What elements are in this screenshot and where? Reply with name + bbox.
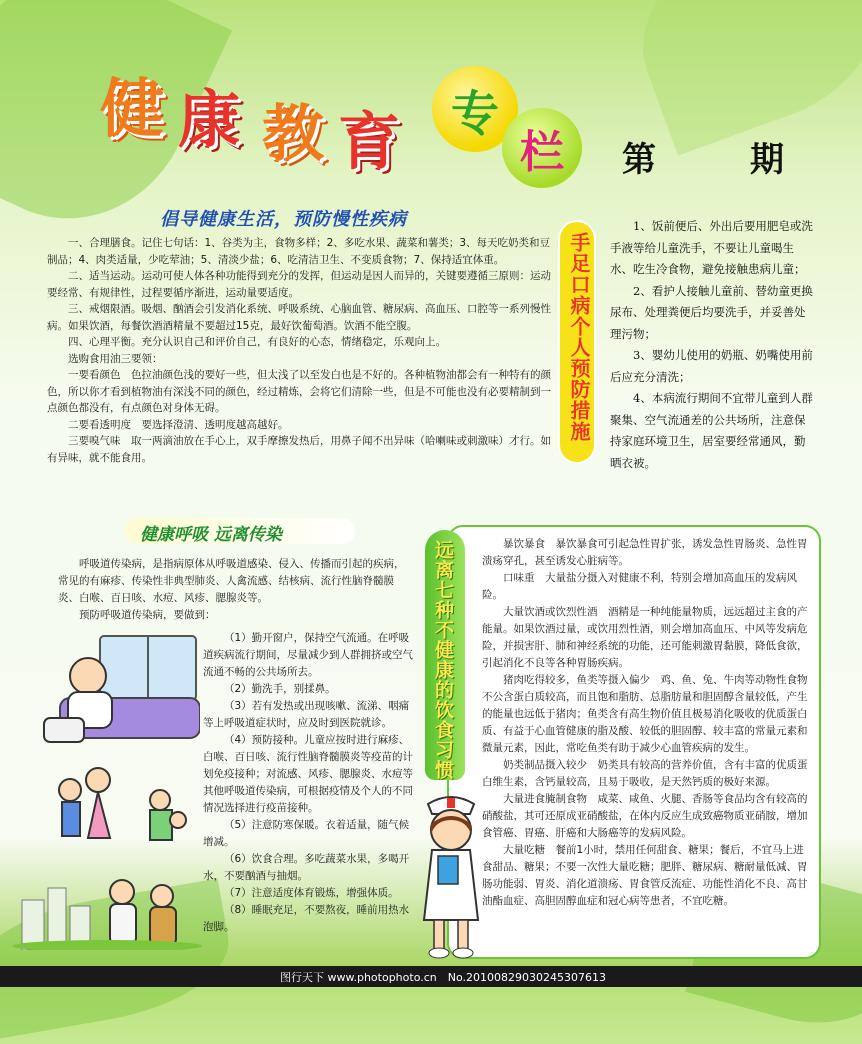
section-intro bbox=[58, 556, 413, 624]
paragraph: 三要嗅气味 取一两滴油放在手心上，双手摩擦发热后，用鼻子闻不出异味（哈喇味或刺激味）才行。如有异味，就不能食用。 bbox=[47, 435, 551, 464]
paragraph: 暴饮暴食 暴饮暴食可引起急性胃扩张，诱发急性胃肠炎、急性胃溃疡穿孔，甚至诱发心脏病等。 bbox=[482, 538, 808, 567]
illustration-city-walk bbox=[12, 870, 202, 950]
paragraph: 2、看护人接触儿童前、替幼童更换尿布、处理粪便后均要洗手，并妥善处理污物； bbox=[610, 283, 813, 341]
paragraph: 二、适当运动。运动可使人体各种功能得到充分的发挥，但运动是因人而异的，关键要遵循三原则：运动要经常、有规律性，过程要循序渐进，运动量要适度。 bbox=[47, 270, 551, 299]
section-body bbox=[610, 216, 815, 474]
section-body bbox=[482, 536, 810, 910]
title-char: 育 bbox=[338, 105, 401, 178]
paragraph: 大量吃糖 餐前1小时，禁用任何甜食、糖果；餐后，不宜马上进食甜品、糖果；不要一次性大量吃糖；肥胖、糖尿病、糖耐量低减、胃肠功能弱、胃炎、消化道溃疡、胃食管反流症、功能性消化不良、高甘油酯血症、高胆固醇血症和冠心病等患者，不宜吃糖。 bbox=[482, 844, 808, 907]
list-item: （8）睡眠充足，不要熬夜，睡前用热水泡脚。 bbox=[203, 904, 410, 933]
title-char: 健 bbox=[100, 72, 164, 147]
paragraph: 一、合理膳食。记住七句话：1、谷类为主，食物多样；2、多吃水果、蔬菜和薯类；3、每天吃奶类和豆制品；4、肉类适量，少吃荤油；5、清淡少盐；6、吃清洁卫生、不变质食物；7、保持适宜体重。 bbox=[47, 237, 551, 266]
issue-label: 第 期 bbox=[622, 140, 814, 180]
illustration-nurse bbox=[410, 790, 492, 960]
paragraph: 4、本病流行期间不宜带儿童到人群聚集、空气流通差的公共场所，注意保持家庭环境卫生，居室要经常通风，勤晒衣被。 bbox=[610, 391, 813, 470]
list-item: （1）勤开窗户，保持空气流通。在呼吸道疾病流行期间，尽量减少到人群拥挤或空气流通不畅的公共场所去。 bbox=[203, 632, 413, 678]
illustration-sick-man bbox=[40, 632, 200, 750]
list-item: （2）勤洗手，别揉鼻。 bbox=[224, 683, 336, 695]
title-char: 康 bbox=[178, 83, 241, 156]
badge-char: 专 bbox=[450, 85, 499, 142]
badge-char: 栏 bbox=[520, 127, 564, 178]
list-item: （6）饮食合理。多吃蔬菜水果，多喝开水，不要酗酒与抽烟。 bbox=[203, 853, 410, 882]
title-badge-green bbox=[502, 108, 582, 188]
paragraph: 大量进食腌制食物 咸菜、咸鱼、火腿、香肠等食品均含有较高的硝酸盐，其可还原成亚硝酸盐，在体内反应生成致癌物质亚硝胺，增加食管癌、胃癌、肝癌和大肠癌等的发病风险。 bbox=[482, 793, 808, 839]
paragraph: 3、婴幼儿使用的奶瓶、奶嘴使用前后应充分清洗； bbox=[610, 348, 813, 384]
prevention-list bbox=[203, 630, 413, 936]
paragraph: 一要看颜色 色拉油颜色浅的要好一些，但太浅了以至发白也是不好的。各种植物油都会有一种特有的颜色，所以你才看到植物油有深浅不同的颜色，经过精炼，会将它们清除一些，但是不可能也没有必要精制到一点颜色都没有，有点颜色对身体无碍。 bbox=[47, 369, 551, 414]
title-char: 教 bbox=[262, 97, 325, 170]
paragraph: 口味重 大量盐分摄入对健康不利，特别会增加高血压的发病风险。 bbox=[482, 572, 797, 601]
list-item: （7）注意适度体育锻炼，增强体质。 bbox=[224, 887, 399, 899]
paragraph: 预防呼吸道传染病，要做到： bbox=[79, 609, 216, 621]
section-heading: 倡导健康生活，预防慢性疾病 bbox=[160, 209, 407, 230]
list-item: （3）若有发热或出现咳嗽、流涕、咽痛等上呼吸道症状时，应及时到医院就诊。 bbox=[203, 700, 410, 729]
paragraph: 四、心理平衡。充分认识自己和评价自己，有良好的心态，情绪稳定，乐观向上。 bbox=[68, 336, 446, 348]
list-item: （4）预防接种。儿童应按时进行麻疹、白喉、百日咳、流行性脑脊髓膜炎等疫苗的计划免疫接种；对流感、风疹、腮腺炎、水痘等其他呼吸道传染病，可根据疫情及个人的不同情况选择进行疫苗接种。 bbox=[203, 734, 413, 814]
vertical-heading: 手足口病个人预防措施 bbox=[567, 232, 591, 442]
vertical-heading: 远离七种不健康的饮食习惯 bbox=[432, 540, 454, 780]
paragraph: 奶类制品摄入较少 奶类具有较高的营养价值，含有丰富的优质蛋白维生素，含钙量较高，且易于吸收，是天然钙质的极好来源。 bbox=[482, 759, 808, 788]
paragraph: 二要看透明度 要选择澄清、透明度越高越好。 bbox=[68, 418, 289, 431]
paragraph: 猪肉吃得较多，鱼类等摄入偏少 鸡、鱼、兔、牛肉等动物性食物不公含蛋白质较高，而且饱和脂肪、总脂肪量和胆固醇含量较低，产生的能量也远低于猪肉；鱼类含有高生物价值且极易消化吸收的优质蛋白质、有益于心血管健康的脂及酸、较低的胆固醇、较丰富的常量元素和微量元素，因此，常吃鱼类有助于减少心血管疾病的发生。 bbox=[482, 674, 808, 754]
paragraph: 呼吸道传染病，是指病原体从呼吸道感染、侵入、传播而引起的疾病，常见的有麻疹、传染性非典型肺炎、人禽流感、结核病、流行性脑脊髓膜炎、白喉、百日咳、水痘、风疹、腮腺炎等。 bbox=[58, 558, 405, 604]
section-heading: 健康呼吸 远离传染 bbox=[140, 525, 282, 545]
list-item: （5）注意防寒保暖。衣着适量，随气候增减。 bbox=[203, 819, 410, 848]
illustration-family-exercise bbox=[40, 760, 200, 880]
paragraph: 三、戒烟限酒。吸烟、酗酒会引发消化系统、呼吸系统、心脑血管、糖尿病、高血压、口腔等一系列慢性病。如果饮酒，每餐饮酒酒精量不要超过15克，最好饮葡萄酒。饮酒不能空腹。 bbox=[47, 303, 551, 332]
paragraph: 大量饮酒或饮烈性酒 酒精是一种纯能量物质，远远超过主食的产能量。如果饮酒过量，或饮用烈性酒，则会增加高血压、中风等发病危险，并损害肝、肺和神经系统的功能，还可能刺激胃黏膜，降低食欲，引起消化不良等各种胃肠疾病。 bbox=[482, 606, 808, 669]
paragraph: 选购食用油三要领： bbox=[68, 352, 163, 365]
paragraph: 1、饭前便后、外出后要用肥皂或洗手液等给儿童洗手，不要让儿童喝生水、吃生冷食物，避免接触患病儿童； bbox=[610, 219, 813, 276]
footer-watermark: 图行天下 www.photophoto.cn No.20100829030245307613 bbox=[280, 971, 606, 984]
section-body bbox=[47, 235, 552, 466]
